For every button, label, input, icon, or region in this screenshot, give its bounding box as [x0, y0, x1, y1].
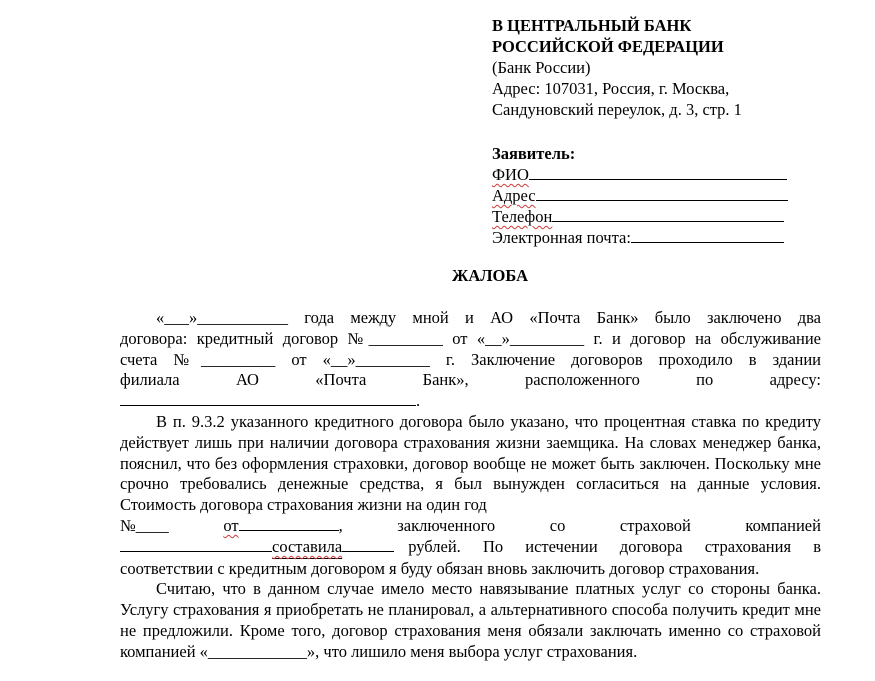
paragraph-1-line-4: филиала АО «Почта Банк», расположенного по адресу:: [120, 370, 821, 390]
company-blank: [120, 538, 272, 552]
paragraph-2-main: В п. 9.3.2 указанного кредитного договора было указано, что процентная ставка по кредиту действует лишь при наличии договора страхования жизни заемщика. На словах менеджер банка, пояснил, что без оформления страховки, договор вообще не может быть заключен. Поскольку мне срочно требовались денежные средства, я был вынужден согласиться на данные условия. Стоимость договора страхования жизни на один год: [120, 411, 821, 515]
cost-tail: рублей. По истечении договора страхования в: [408, 536, 821, 556]
addressee-line-1: В ЦЕНТРАЛЬНЫЙ БАНК: [492, 16, 692, 35]
paragraph-2-last-line: соответствии с кредитным договором я буду обязан вновь заключить договор страхования.: [120, 558, 760, 578]
paragraph-3: Считаю, что в данном случае имело место навязывание платных услуг со стороны банка. Услугу страхования я приобретать не планировал, а альтернативного способа получить кредит мне не предложили. Кроме того, договор страхования меня обязали заключать именно со страховой компанией «____________», что лишило меня выбора услуг страхования.: [120, 579, 821, 661]
addressee-line-2: РОССИЙСКОЙ ФЕДЕРАЦИИ: [492, 37, 724, 56]
word-concluded: заключенного: [397, 515, 496, 535]
applicant-address-label: Адрес: [492, 186, 536, 205]
addressee-line-5: Сандуновский переулок, д. 3, стр. 1: [492, 100, 742, 119]
addressee-block: [492, 15, 832, 120]
paragraph-2-line-cost: [120, 537, 821, 559]
applicant-label: Заявитель:: [492, 144, 576, 163]
applicant-email-blank: [631, 228, 784, 243]
word-insurance: страховой: [619, 515, 691, 535]
paragraph-1-line-5: [120, 391, 821, 412]
applicant-phone-line: [492, 206, 812, 227]
applicant-fio-blank: [529, 165, 787, 180]
paragraph-1-line-2: договора: кредитный договор №_________ от «__»_________ г. и договор на обслуживание: [120, 328, 821, 348]
policy-date-group: [223, 516, 342, 537]
applicant-email-line: [492, 227, 812, 248]
applicant-block: [492, 143, 812, 248]
word-with: со: [549, 515, 566, 535]
paragraph-1: [120, 308, 821, 329]
applicant-address-line: [492, 185, 812, 206]
cost-blank: [342, 538, 394, 552]
addressee-line-4: Адрес: 107031, Россия, г. Москва,: [492, 79, 730, 98]
address-blank: [120, 392, 416, 406]
policy-date-blank: [239, 517, 339, 531]
document-title: ЖАЛОБА: [452, 266, 528, 285]
policy-date-label: от: [223, 515, 239, 535]
applicant-email-label: Электронная почта:: [492, 228, 631, 247]
applicant-phone-blank: [552, 207, 784, 222]
applicant-phone-label: Телефон: [492, 207, 553, 226]
cost-label: составила: [272, 537, 342, 559]
policy-number: №____: [120, 515, 169, 535]
paragraph-1-end: .: [416, 391, 421, 411]
paragraph-1-line-3: счета №_________ от «__»_________ г. Заключение договоров проходило в здании: [120, 349, 821, 369]
paragraph-1-line-1: «___»___________ года между мной и АО «Почта Банк» было заключено два: [156, 308, 821, 327]
document-body: [120, 308, 821, 663]
addressee-line-3: (Банк России): [492, 58, 591, 77]
word-company: компанией: [745, 515, 821, 535]
applicant-address-blank: [536, 186, 788, 201]
applicant-fio-line: [492, 164, 812, 185]
policy-date-comma: ,: [338, 515, 343, 535]
applicant-fio-label: ФИО: [492, 165, 529, 184]
paragraph-2-line-policy: [120, 516, 821, 537]
